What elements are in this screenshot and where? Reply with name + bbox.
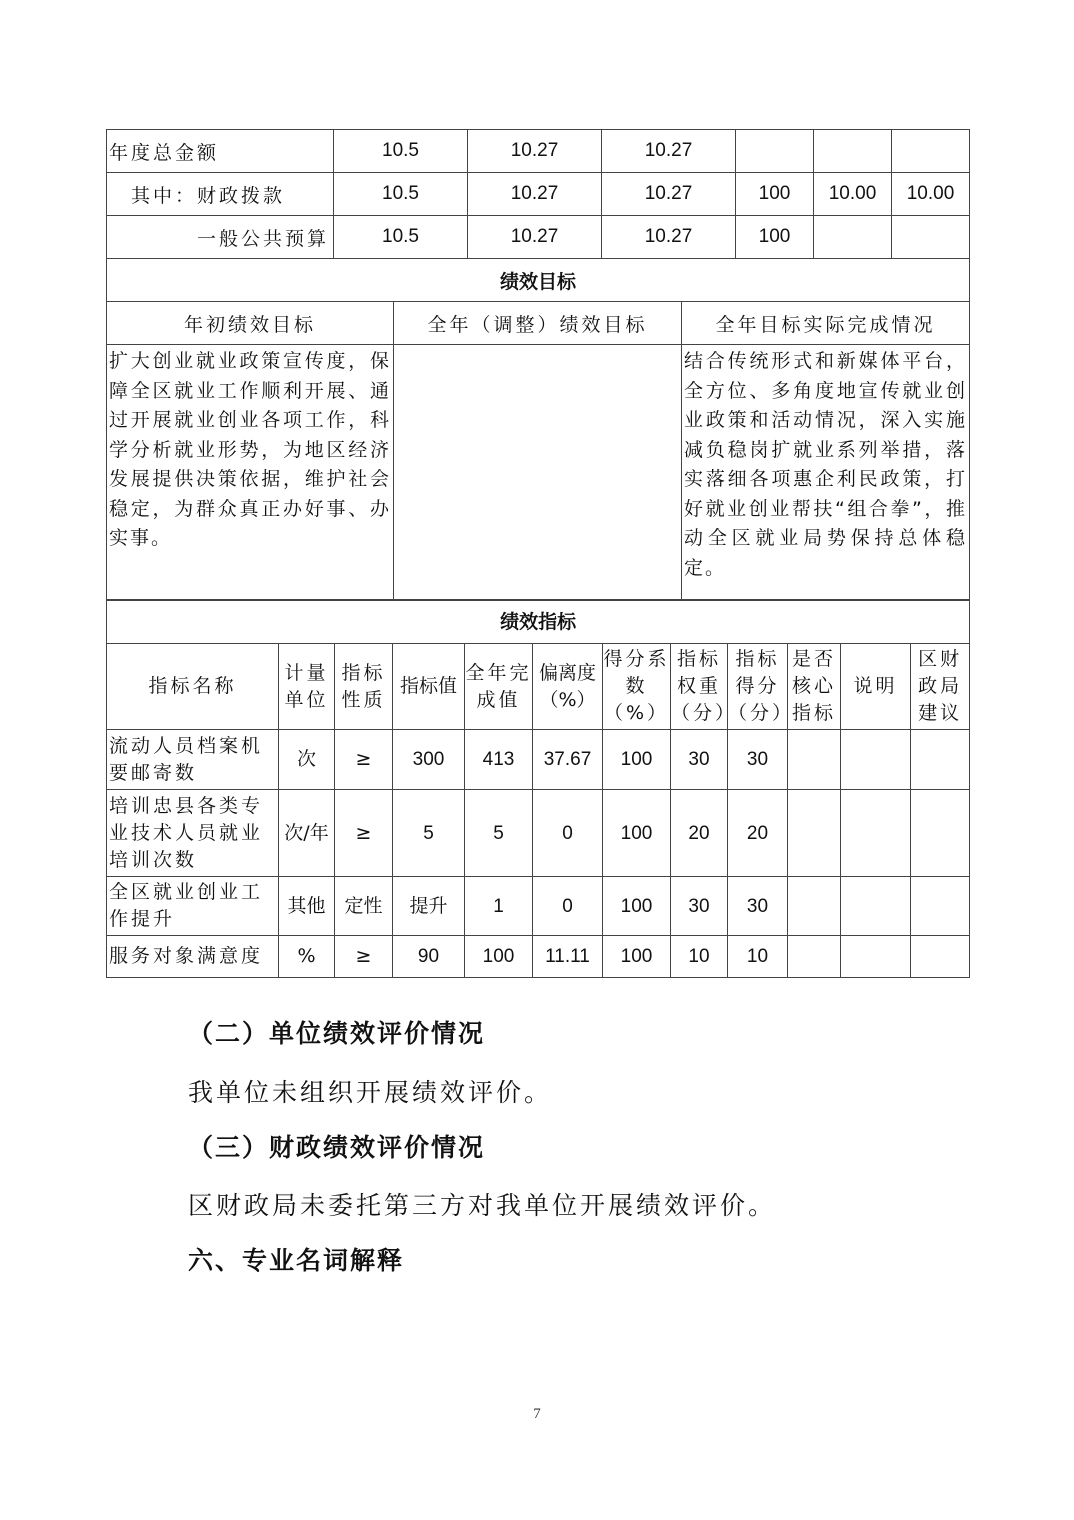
budget-table (106, 129, 970, 259)
indicator-coef: 100 (603, 936, 671, 978)
header-cell: 计量单位 (279, 644, 335, 730)
indicator-name: 全区就业创业工作提升 (107, 877, 279, 936)
row-label: 一般公共预算 (107, 216, 334, 259)
initial-goal-text: 扩大创业就业政策宣传度，保障全区就业工作顺利开展、通过开展就业创业各项工作，科学分析就业形势，为地区经济发展提供决策依据，维护社会稳定，为群众真正办好事、办实事。 (107, 345, 394, 600)
indicator-coef: 100 (603, 730, 671, 790)
table-row (107, 173, 970, 216)
header-cell: 是否核心指标 (788, 644, 841, 730)
indicator-deviation: 0 (533, 790, 603, 877)
indicator-deviation: 37.67 (533, 730, 603, 790)
section-body-unit-evaluation: 我单位未组织开展绩效评价。 (188, 1078, 553, 1107)
indicator-note (841, 790, 911, 877)
indicator-unit: 次/年 (279, 790, 335, 877)
indicator-coef: 100 (603, 877, 671, 936)
header-cell: 全年完成值 (465, 644, 533, 730)
indicator-note (841, 936, 911, 978)
header-cell: 说明 (841, 644, 911, 730)
cell-value: 10.00 (892, 173, 970, 216)
indicators-table (106, 600, 970, 978)
header-adjusted-goal: 全年（调整）绩效目标 (394, 302, 682, 345)
indicator-target: 300 (393, 730, 465, 790)
indicator-actual: 5 (465, 790, 533, 877)
section-heading-unit-evaluation: （二）单位绩效评价情况 (188, 1019, 486, 1048)
indicator-weight: 10 (671, 936, 728, 978)
table-row (107, 216, 970, 259)
actual-completion-text: 结合传统形式和新媒体平台，全方位、多角度地宣传就业创业政策和活动情况，深入实施减负稳岗扩就业系列举措，落实落细各项惠企利民政策，打好就业创业帮扶“组合拳”，推动全区就业局势保持总体稳定。 (682, 345, 970, 600)
table-row (107, 130, 970, 173)
header-initial-goal: 年初绩效目标 (107, 302, 394, 345)
indicators-section-title: 绩效指标 (107, 601, 970, 644)
cell-value: 10.5 (334, 216, 468, 259)
cell-value (892, 216, 970, 259)
cell-value: 10.27 (468, 173, 602, 216)
cell-value: 10.27 (602, 216, 736, 259)
indicator-name: 服务对象满意度 (107, 936, 279, 978)
header-cell: 区财政局建议 (911, 644, 970, 730)
goals-table (106, 258, 970, 600)
indicator-deviation: 11.11 (533, 936, 603, 978)
indicator-note (841, 877, 911, 936)
cell-value (892, 130, 970, 173)
goals-section-title: 绩效目标 (107, 259, 970, 302)
indicator-score: 30 (728, 730, 788, 790)
indicator-core (788, 790, 841, 877)
table-row (107, 877, 970, 936)
indicator-core (788, 936, 841, 978)
indicator-advice (911, 936, 970, 978)
chapter-heading: 六、专业名词解释 (188, 1246, 405, 1275)
indicator-target: 90 (393, 936, 465, 978)
header-cell: 得分系数（%） (603, 644, 671, 730)
cell-value (814, 130, 892, 173)
row-label: 年度总金额 (107, 130, 334, 173)
section-body-finance-evaluation: 区财政局未委托第三方对我单位开展绩效评价。 (188, 1191, 777, 1220)
header-actual-completion: 全年目标实际完成情况 (682, 302, 970, 345)
cell-value: 10.5 (334, 173, 468, 216)
cell-value: 100 (736, 173, 814, 216)
indicator-nature: 定性 (335, 877, 393, 936)
header-cell: 指标性质 (335, 644, 393, 730)
indicator-weight: 30 (671, 877, 728, 936)
indicator-coef: 100 (603, 790, 671, 877)
cell-value: 10.5 (334, 130, 468, 173)
header-row (107, 644, 970, 730)
indicator-name: 培训忠县各类专业技术人员就业培训次数 (107, 790, 279, 877)
table-row (107, 936, 970, 978)
indicator-unit: % (279, 936, 335, 978)
indicator-note (841, 730, 911, 790)
indicator-unit: 其他 (279, 877, 335, 936)
table-row (107, 730, 970, 790)
header-cell: 偏离度（%） (533, 644, 603, 730)
section-heading-finance-evaluation: （三）财政绩效评价情况 (188, 1133, 486, 1162)
indicator-actual: 1 (465, 877, 533, 936)
indicator-advice (911, 790, 970, 877)
indicator-nature: ≥ (335, 730, 393, 790)
cell-value: 100 (736, 216, 814, 259)
adjusted-goal-text (394, 345, 682, 600)
indicator-nature: ≥ (335, 936, 393, 978)
header-cell: 指标名称 (107, 644, 279, 730)
indicator-advice (911, 877, 970, 936)
indicator-core (788, 730, 841, 790)
cell-value: 10.27 (468, 130, 602, 173)
row-label: 其中：财政拨款 (107, 173, 334, 216)
indicator-deviation: 0 (533, 877, 603, 936)
header-cell: 指标权重（分） (671, 644, 728, 730)
page-number: 7 (533, 1406, 541, 1422)
indicator-nature: ≥ (335, 790, 393, 877)
header-cell: 指标得分（分） (728, 644, 788, 730)
indicator-name: 流动人员档案机要邮寄数 (107, 730, 279, 790)
indicator-actual: 100 (465, 936, 533, 978)
indicator-advice (911, 730, 970, 790)
indicator-actual: 413 (465, 730, 533, 790)
indicator-score: 30 (728, 877, 788, 936)
cell-value (736, 130, 814, 173)
cell-value: 10.00 (814, 173, 892, 216)
indicator-weight: 20 (671, 790, 728, 877)
header-cell: 指标值 (393, 644, 465, 730)
indicator-unit: 次 (279, 730, 335, 790)
indicator-score: 20 (728, 790, 788, 877)
indicator-target: 5 (393, 790, 465, 877)
table-row (107, 790, 970, 877)
indicator-weight: 30 (671, 730, 728, 790)
cell-value (814, 216, 892, 259)
indicator-target: 提升 (393, 877, 465, 936)
cell-value: 10.27 (468, 216, 602, 259)
cell-value: 10.27 (602, 130, 736, 173)
indicator-core (788, 877, 841, 936)
indicator-score: 10 (728, 936, 788, 978)
cell-value: 10.27 (602, 173, 736, 216)
